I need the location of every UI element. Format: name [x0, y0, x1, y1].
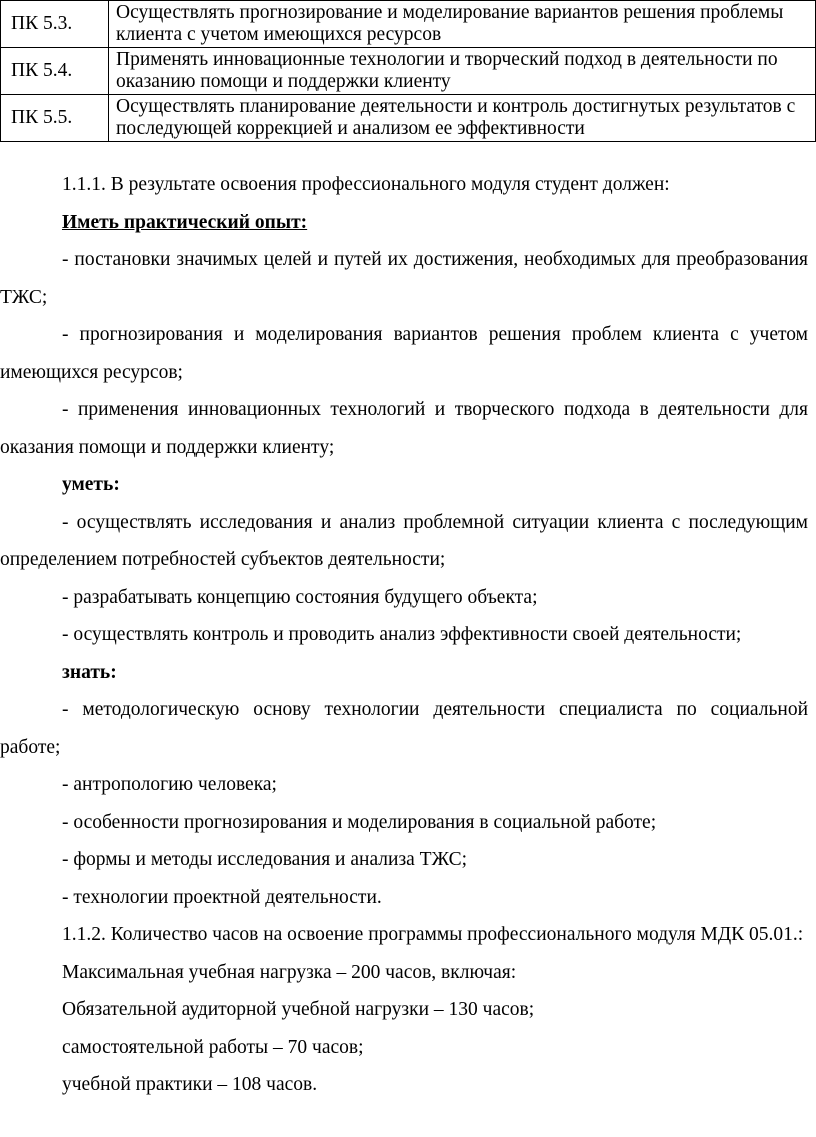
hours-line: учебной практики – 108 часов.	[62, 1074, 318, 1095]
competency-description: Применять инновационные технологии и творческий подход в деятельности по оказанию помощи и поддержки клиенту	[109, 48, 816, 95]
list-item: - постановки значимых целей и путей их достижения, необходимых для преобразования ТЖС;	[0, 249, 808, 308]
competency-table	[0, 0, 816, 142]
list-item: - формы и методы исследования и анализа ТЖС;	[62, 849, 467, 870]
knowledge-heading: знать:	[62, 661, 117, 683]
section-intro: 1.1.2. Количество часов на освоение программы профессионального модуля МДК 05.01.:	[62, 924, 804, 945]
competency-code: ПК 5.4.	[1, 48, 109, 95]
section-intro: 1.1.1. В результате освоения профессионального модуля студент должен:	[62, 174, 670, 195]
list-item: - особенности прогнозирования и моделирования в социальной работе;	[62, 811, 657, 833]
table-row	[1, 95, 816, 142]
competency-code: ПК 5.5.	[1, 95, 109, 142]
list-item: - осуществлять контроль и проводить анализ эффективности своей деятельности;	[62, 624, 742, 645]
skills-heading: уметь:	[62, 474, 120, 495]
table-row	[1, 1, 816, 48]
experience-heading: Иметь практический опыт:	[62, 211, 308, 233]
hours-line: Обязательной аудиторной учебной нагрузки – 130 часов;	[62, 999, 535, 1020]
list-item: - применения инновационных технологий и творческого подхода в деятельности для оказания помощи и поддержки клиенту;	[0, 399, 808, 458]
list-item: - технологии проектной деятельности.	[62, 886, 382, 908]
table-row	[1, 48, 816, 95]
list-item: - прогнозирования и моделирования вариантов решения проблем клиента с учетом имеющихся ресурсов;	[0, 324, 808, 383]
list-item: - антропологию человека;	[62, 774, 277, 795]
competency-code: ПК 5.3.	[1, 1, 109, 48]
list-item: - методологическую основу технологии деятельности специалиста по социальной работе;	[0, 699, 808, 758]
list-item: - разрабатывать концепцию состояния будущего объекта;	[62, 586, 538, 608]
competency-description: Осуществлять прогнозирование и моделирование вариантов решения проблемы клиента с учетом имеющихся ресурсов	[109, 1, 816, 48]
list-item: - осуществлять исследования и анализ проблемной ситуации клиента с последующим определением потребностей субъектов деятельности;	[0, 511, 808, 570]
document-body	[0, 166, 808, 1104]
hours-line: Максимальная учебная нагрузка – 200 часов, включая:	[62, 961, 517, 983]
hours-line: самостоятельной работы – 70 часов;	[62, 1036, 364, 1058]
competency-description: Осуществлять планирование деятельности и контроль достигнутых результатов с последующей коррекцией и анализом ее эффективности	[109, 95, 816, 142]
